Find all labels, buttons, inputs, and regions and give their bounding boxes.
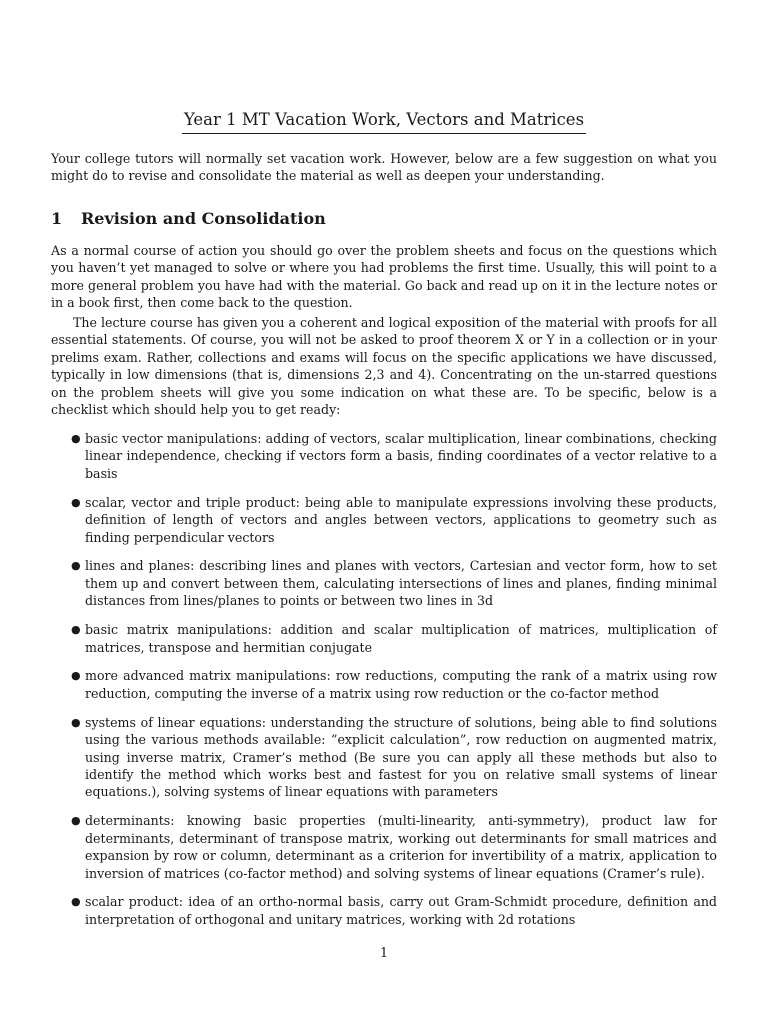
section-heading bbox=[51, 208, 717, 230]
checklist-item: ● basic matrix manipulations: addition and scalar multiplication of matrices, multiplication of matrices, transpose and hermitian conjugate bbox=[71, 622, 717, 655]
checklist-item: ● lines and planes: describing lines and planes with vectors, Cartesian and vector form, how to set them up and convert between them, calculating intersections of lines and planes, finding minimal distances from lines/planes to points or between two lines in 3d bbox=[71, 558, 717, 609]
intro-paragraph: Your college tutors will normally set vacation work. However, below are a few suggestion on what you might do to revise and consolidate the material as well as deepen your understanding. bbox=[51, 151, 717, 184]
paragraph: The lecture course has given you a coherent and logical exposition of the material with proofs for all essential statements. Of course, you will not be asked to proof theorem X or Y in a collection or in your prelims exam. Rather, collections and exams will focus on the specific applications we have discussed, typically in low dimensions (that is, dimensions 2,3 and 4). Concentrating on the un-starred questions on the problem sheets will give you some indication on what these are. To be specific, below is a checklist which should help you to get ready: bbox=[51, 315, 717, 418]
bullet-icon: ● bbox=[71, 669, 81, 683]
bullet-icon: ● bbox=[71, 495, 81, 509]
bullet-icon: ● bbox=[71, 715, 81, 729]
bullet-icon: ● bbox=[71, 559, 81, 573]
section-number: 1 bbox=[51, 209, 63, 228]
checklist-item: ● scalar, vector and triple product: being able to manipulate expressions involving these products, definition of length of vectors and angles between vectors, applications to geometry such as finding perpendicular vectors bbox=[71, 494, 717, 545]
bullet-icon: ● bbox=[71, 895, 81, 909]
page-number: 1 bbox=[379, 945, 388, 960]
checklist-item: ● systems of linear equations: understanding the structure of solutions, being able to find solutions using the various methods available: ”explicit calculation”, row reduction on augmented matrix, using inverse matrix, Cramer’s method (Be sure you can apply all these methods but also to identify the method which works best and fastest for you on relative small systems of linear equations.), solving systems of linear equations with parameters bbox=[71, 714, 717, 800]
checklist bbox=[69, 430, 717, 940]
checklist-item: ● scalar product: idea of an ortho-normal basis, carry out Gram-Schmidt procedure, definition and interpretation of orthogonal and unitary matrices, working with 2d rotations bbox=[71, 894, 717, 927]
checklist-item: ● more advanced matrix manipulations: row reductions, computing the rank of a matrix using row reduction, computing the inverse of a matrix using row reduction or the co-factor method bbox=[71, 668, 717, 701]
bullet-icon: ● bbox=[71, 814, 81, 828]
bullet-icon: ● bbox=[71, 623, 81, 637]
checklist-item: ● basic vector manipulations: adding of vectors, scalar multiplication, linear combinations, checking linear independence, checking if vectors form a basis, finding coordinates of a vector relative to a basis bbox=[71, 431, 717, 481]
paragraph: As a normal course of action you should go over the problem sheets and focus on the questions which you haven’t yet managed to solve or where you had problems the first time. Usually, this will point to a more general problem you have had with the material. Go back and read up on it in the lecture notes or in a book first, then come back to the question. bbox=[51, 243, 717, 311]
checklist-item: ● determinants: knowing basic properties (multi-linearity, anti-symmetry), product law for determinants, determinant of transpose matrix, working out determinants for small matrices and expansion by row or column, determinant as a criterion for invertibility of a matrix, application to inversion of matrices (co-factor method) and solving systems of linear equations (Cramer’s rule). bbox=[71, 813, 717, 881]
section-title: Revision and Consolidation bbox=[81, 209, 326, 228]
bullet-icon: ● bbox=[71, 432, 81, 445]
document-title: Year 1 MT Vacation Work, Vectors and Matrices bbox=[51, 110, 717, 134]
